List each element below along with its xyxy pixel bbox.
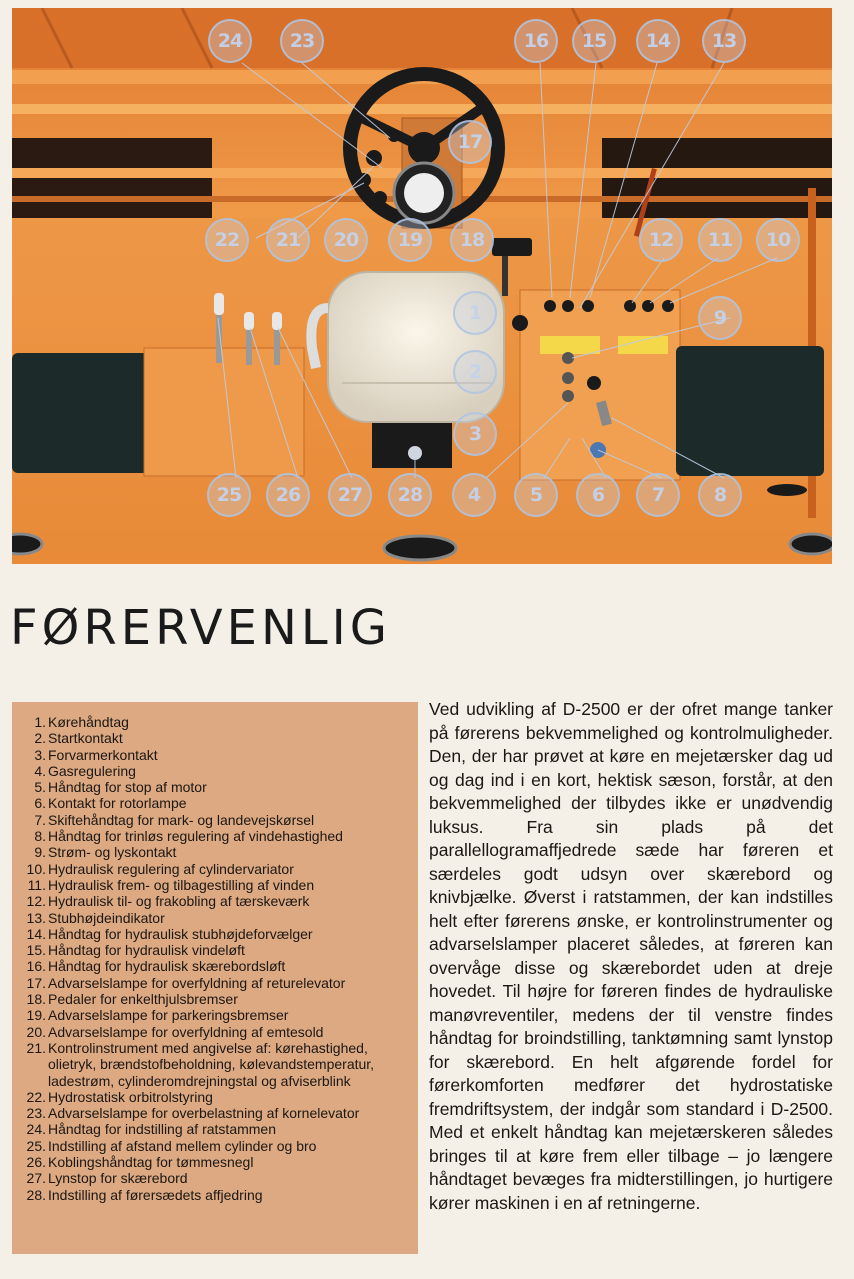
legend-text: Skiftehåndtag for mark- og landevejskørsel [48,811,315,828]
legend-text: Advarselslampe for overfyldning af emtesold [48,1023,324,1040]
callout-21: 21 [266,218,310,262]
legend-number: 14. [26,925,46,942]
legend-number: 13. [26,909,46,926]
legend-number: 28. [26,1186,46,1203]
legend-item [22,1154,412,1170]
floor-vent-center [384,536,456,560]
legend-item [22,730,412,746]
legend-text: Hydrostatisk orbitrolstyring [48,1088,213,1105]
callout-3: 3 [453,412,497,456]
legend-text: Indstilling af førersædets affjedring [48,1186,263,1203]
callout-14: 14 [636,19,680,63]
legend-text: Advarselslampe for overfyldning af returelevator [48,974,346,991]
callout-23: 23 [280,19,324,63]
pedal-stem [502,256,508,296]
callout-11: 11 [698,218,742,262]
cab-photo [12,8,832,564]
legend-item [22,1105,412,1121]
legend-number: 17. [26,974,46,991]
legend-text: Pedaler for enkelthjulsbremser [48,991,238,1008]
legend-text: Kørehåndtag [48,714,129,730]
legend-text: Kontakt for rotorlampe [48,795,187,812]
legend-number: 18. [26,991,46,1008]
legend-number: 4. [34,762,46,779]
seat-adjust-knob [408,446,422,460]
legend-item [22,942,412,958]
callout-2: 2 [453,350,497,394]
legend-number: 24. [26,1121,46,1138]
legend-text: Hydraulisk frem- og tilbagestilling af vinden [48,876,315,893]
legend-text: Advarselslampe for parkeringsbremser [48,1007,289,1024]
legend-text: Håndtag for indstilling af ratstammen [48,1121,276,1138]
legend-number: 3. [34,746,46,763]
legend-text: Indstilling af afstand mellem cylinder og bro [48,1137,317,1154]
instrument-face [404,173,444,213]
callout-9: 9 [698,296,742,340]
floor-vent-left [12,534,42,554]
legend-number: 6. [34,795,46,812]
legend-number: 27. [26,1170,46,1187]
legend-text: Hydraulisk til- og frakobling af tærskeværk [48,893,310,910]
legend-item [22,958,412,974]
callout-24: 24 [208,19,252,63]
legend-text: Hydraulisk regulering af cylindervariator [48,860,294,877]
legend-text: Håndtag for trinløs regulering af vindehastighed [48,828,343,845]
legend-text: Strøm- og lyskontakt [48,844,177,861]
legend-item [22,1024,412,1040]
legend-text: Gasregulering [48,762,136,779]
legend-item [22,861,412,877]
legend-item [22,1089,412,1105]
legend-number: 16. [26,958,46,975]
legend-item [22,910,412,926]
console-switches [562,352,574,402]
legend-item [22,926,412,942]
legend-text: Håndtag for hydraulisk vindeløft [48,942,245,959]
legend-number: 15. [26,942,46,959]
legend-number: 7. [34,811,46,828]
legend-number: 11. [27,876,46,893]
legend-number: 2. [34,730,46,747]
page-headline: FØRERVENLIG [10,600,391,656]
callout-6: 6 [576,473,620,517]
legend-item [22,877,412,893]
legend-text: Stubhøjdeindikator [48,909,165,926]
right-footrest [676,346,824,476]
legend-item [22,991,412,1007]
callout-13: 13 [702,19,746,63]
legend-item [22,1170,412,1186]
legend-number: 20. [26,1023,46,1040]
callout-4: 4 [452,473,496,517]
legend-item [22,795,412,811]
legend-text: Advarselslampe for overbelastning af kornelevator [48,1105,360,1122]
legend-item [22,1040,412,1089]
legend-text: Koblingshåndtag for tømmesnegl [48,1154,254,1171]
callout-7: 7 [636,473,680,517]
legend-text: Lynstop for skærebord [48,1170,188,1187]
legend-number: 25. [26,1137,46,1154]
legend-text: Startkontakt [48,730,123,747]
legend-item [22,1138,412,1154]
legend-text: Håndtag for stop af motor [48,779,207,796]
callout-5: 5 [514,473,558,517]
legend-number: 1. [34,714,46,730]
legend-number: 12. [26,893,46,910]
body-paragraph: Ved udvikling af D-2500 er der ofret mange tanker på førerens bekvemmelighed og kontrolmuligheder. Den, der har prøvet at køre en mejetærsker dag ud og dag ind i en kort, hektisk sæson, forstår, at den bekvemmelighed der tilbydes ikke er unødvendig luksus. Fra sin plads på det parallellogramaffjedrede sæde har føreren et særdeles godt udsyn over skærebord og knivbjælke. Øverst i ratstammen, der kan indstilles helt efter førerens ønske, er kontrolinstrumenter og advarselslamper placeret således, at føreren kan overvåge disse og skærebordet uden at dreje hovedet. Til højre for føreren findes de hydrauliske manøvreventiler, medens der til venstre findes håndtag for broindstilling, tanktømning samt lynstop for skærebord. En helt afgørende fordel for førerkomforten medfører det hydrostatiske fremdriftsystem, der indgår som standard i D-2500. Med et enkelt håndtag kan mejetærskeren således bringes til at køre frem eller tilbage – jo længere håndtaget bevæges fra midterstillingen, jo hurtigere kører maskinen i en af retningerne. [429,699,833,1213]
callout-22: 22 [205,218,249,262]
callout-27: 27 [328,473,372,517]
callout-8: 8 [698,473,742,517]
legend-item [22,1187,412,1203]
callout-1: 1 [453,291,497,335]
legend-item [22,714,412,730]
legend-number: 22. [26,1088,46,1105]
callout-17: 17 [448,120,492,164]
legend-item [22,975,412,991]
callout-10: 10 [756,218,800,262]
legend-text: Forvarmerkontakt [48,746,158,763]
legend-item [22,812,412,828]
legend-panel [12,702,418,1254]
brake-pedal [492,238,532,256]
callout-28: 28 [388,473,432,517]
callout-19: 19 [388,218,432,262]
legend-number: 10. [26,860,46,877]
legend-item [22,828,412,844]
label-plate-2 [618,336,668,354]
callout-25: 25 [207,473,251,517]
legend-item [22,1121,412,1137]
left-footrest [12,353,150,473]
callout-26: 26 [266,473,310,517]
legend-number: 8. [34,828,46,845]
label-plate-1 [540,336,600,354]
wheel-hub [408,132,440,164]
legend-number: 21. [26,1039,46,1056]
legend-text: Kontrolinstrument med angivelse af: kørehastighed, olietryk, brændstofbeholdning, kølevandstemperatur, ladestrøm, cylinderomdrejningstal og afviserblink [48,1039,375,1089]
floor-vent-small [767,484,807,496]
legend-number: 19. [26,1007,46,1024]
rail-lower [12,104,832,114]
legend-item [22,844,412,860]
legend-number: 5. [34,779,46,796]
legend-item [22,779,412,795]
legend-item [22,747,412,763]
legend-list [22,714,412,1203]
legend-number: 23. [26,1105,46,1122]
callout-15: 15 [572,19,616,63]
callout-12: 12 [639,218,683,262]
legend-item [22,893,412,909]
callout-18: 18 [450,218,494,262]
legend-item [22,1007,412,1023]
legend-item [22,763,412,779]
legend-text: Håndtag for hydraulisk skærebordsløft [48,958,286,975]
callout-20: 20 [324,218,368,262]
callout-16: 16 [514,19,558,63]
legend-number: 9. [34,844,46,861]
legend-text: Håndtag for hydraulisk stubhøjdeforvælger [48,925,313,942]
floor-vent-right [790,534,832,554]
legend-number: 26. [26,1154,46,1171]
